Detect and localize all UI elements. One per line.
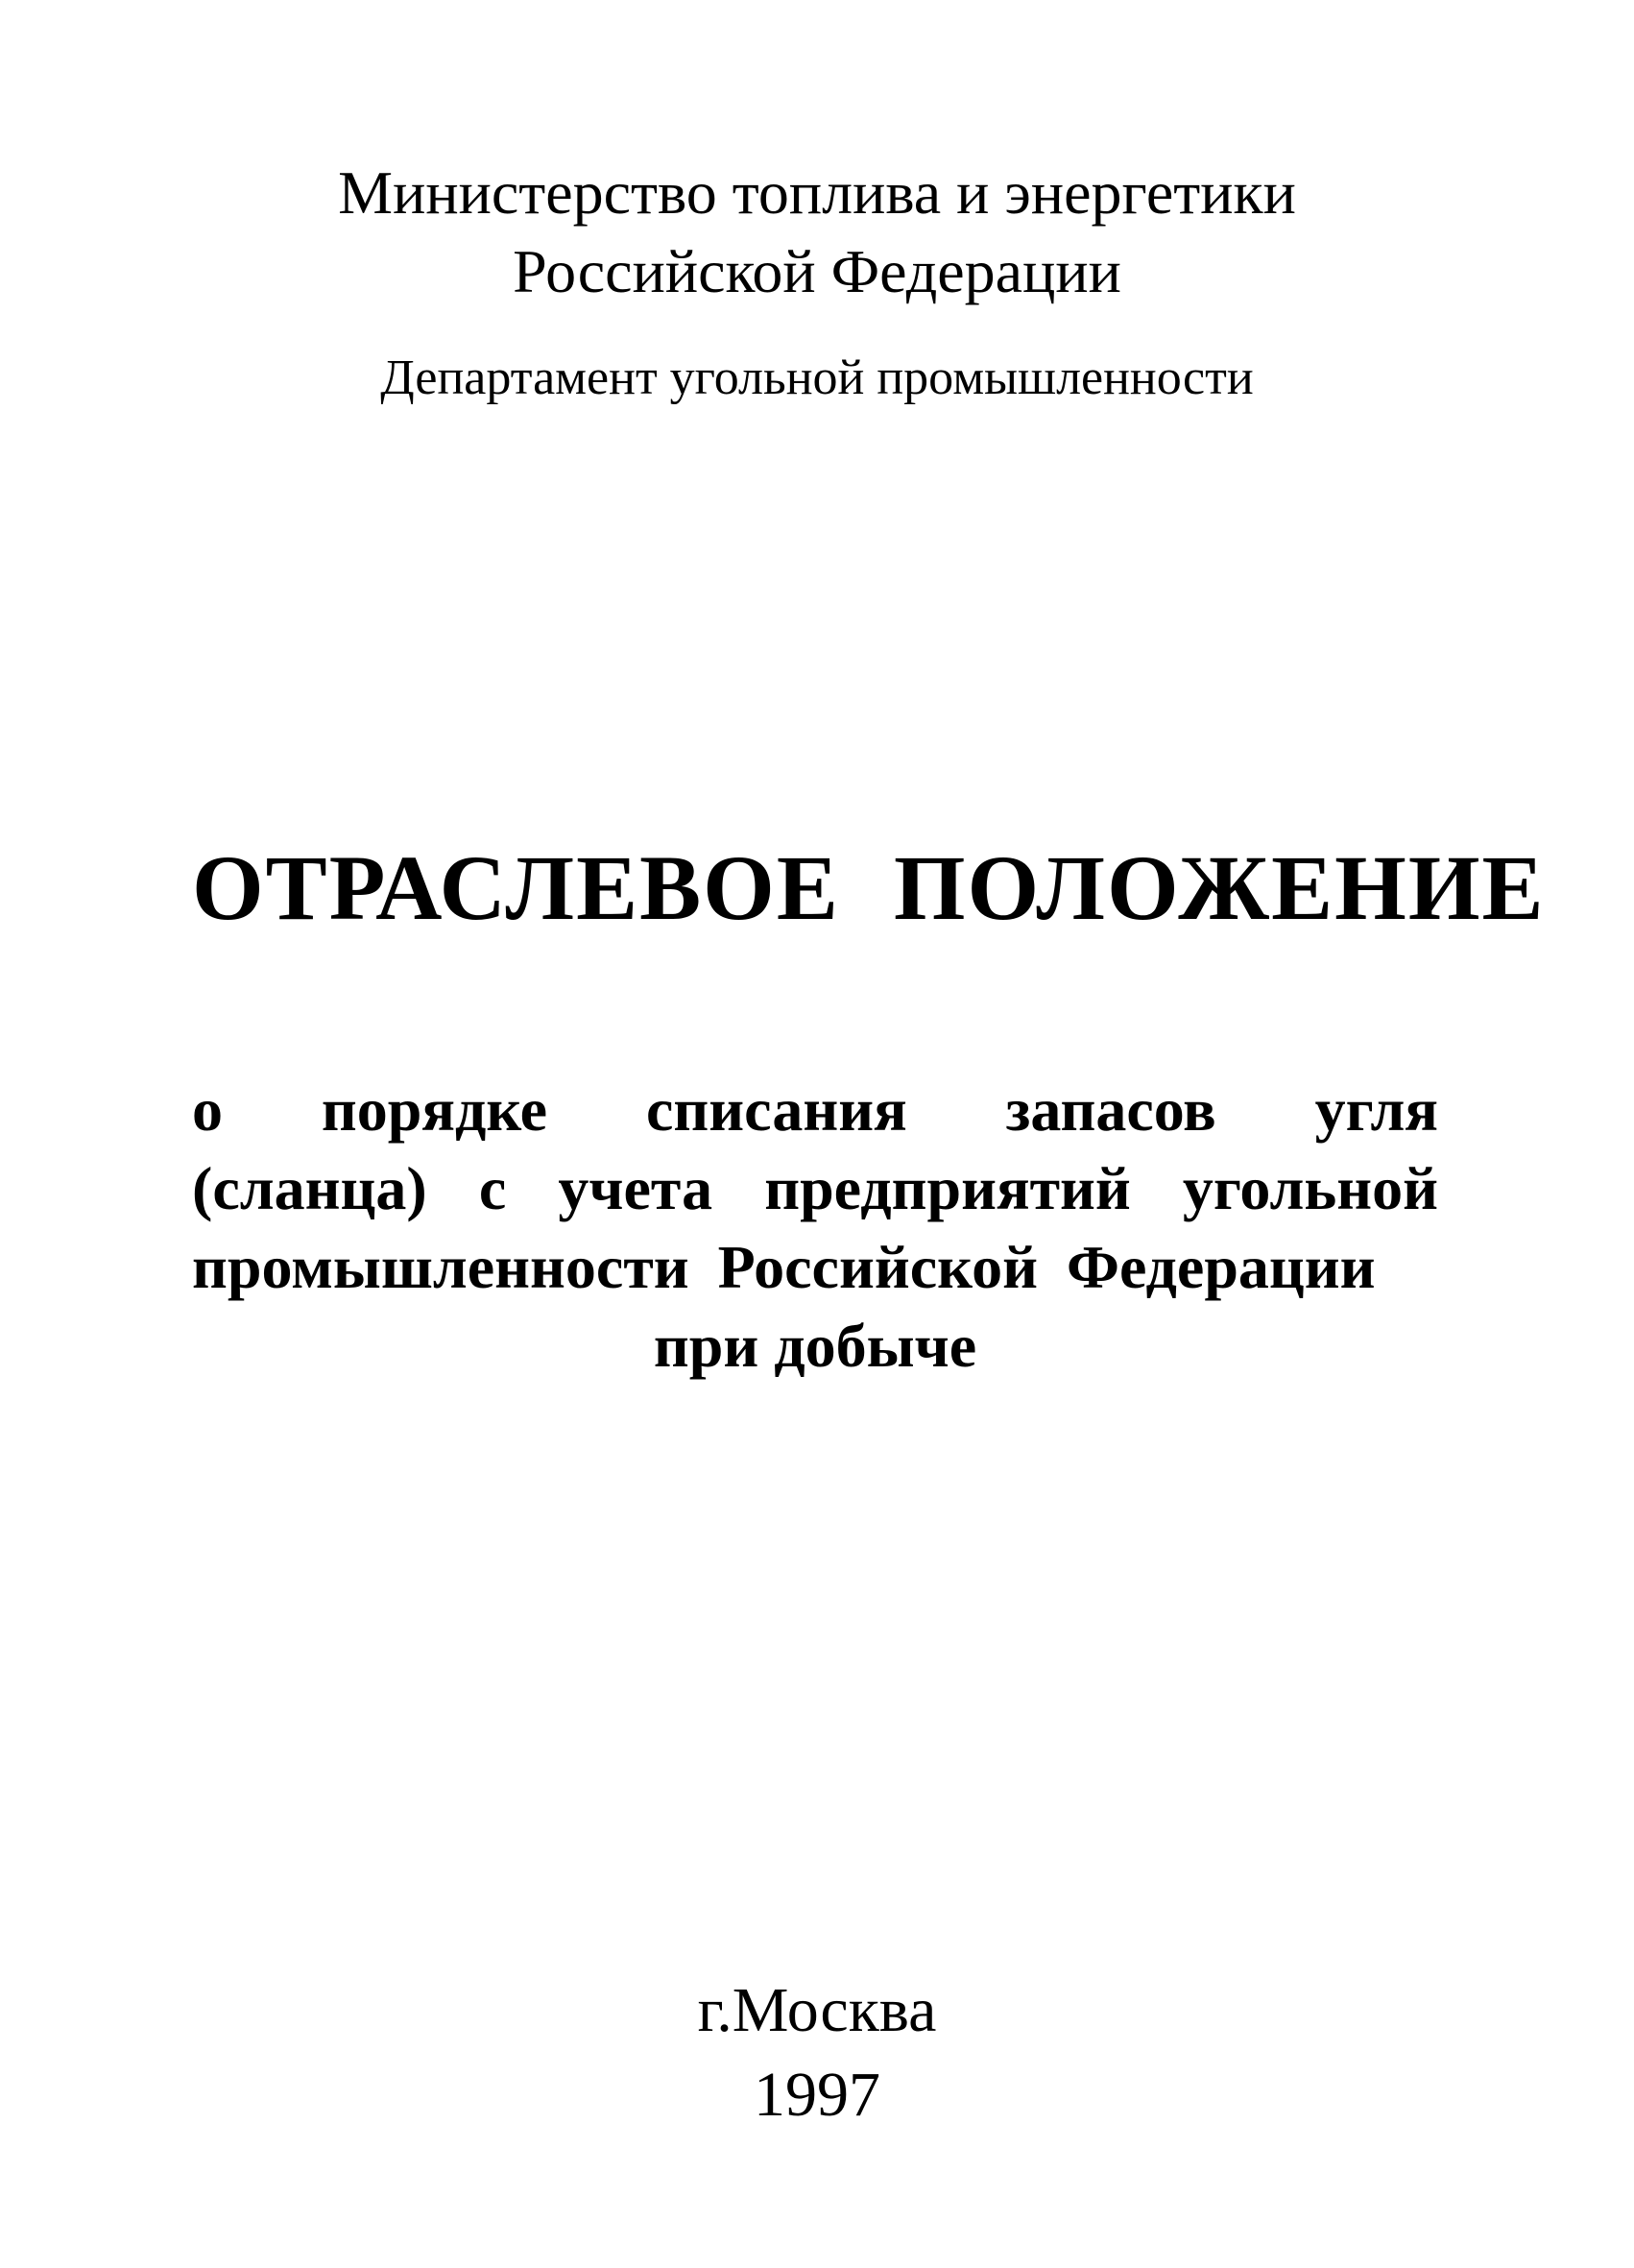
department-name: Департамент угольной промышленности — [380, 350, 1254, 405]
subtitle-line-4: при добыче — [653, 1312, 977, 1380]
subtitle-line-3: промышленности Российской Федерации — [192, 1233, 1376, 1301]
subtitle-word: порядке — [321, 1075, 548, 1144]
document-title: ОТРАСЛЕВОЕ ПОЛОЖЕНИЕ — [192, 836, 1546, 939]
ministry-name-line2: Российской Федерации — [513, 237, 1121, 305]
subtitle-word: угольной — [1182, 1154, 1438, 1222]
subtitle-word: (сланца) — [192, 1154, 427, 1222]
subtitle-word: учета — [558, 1154, 713, 1222]
subtitle-line-1 — [192, 1071, 1438, 1149]
subtitle-word: о — [192, 1075, 223, 1144]
subtitle-line-2 — [192, 1149, 1438, 1228]
subtitle-word: угля — [1314, 1075, 1438, 1144]
subtitle-word: списания — [645, 1075, 907, 1144]
ministry-name-line1: Министерство топлива и энергетики — [338, 158, 1296, 227]
document-subtitle — [192, 1071, 1438, 1386]
publication-year: 1997 — [754, 2060, 880, 2130]
subtitle-word: с — [478, 1154, 507, 1222]
publication-place — [0, 1968, 1634, 2137]
subtitle-word: запасов — [1005, 1075, 1216, 1144]
subtitle-word: предприятий — [764, 1154, 1131, 1222]
ministry-header — [0, 154, 1634, 311]
publication-city: г.Москва — [697, 1975, 937, 2045]
